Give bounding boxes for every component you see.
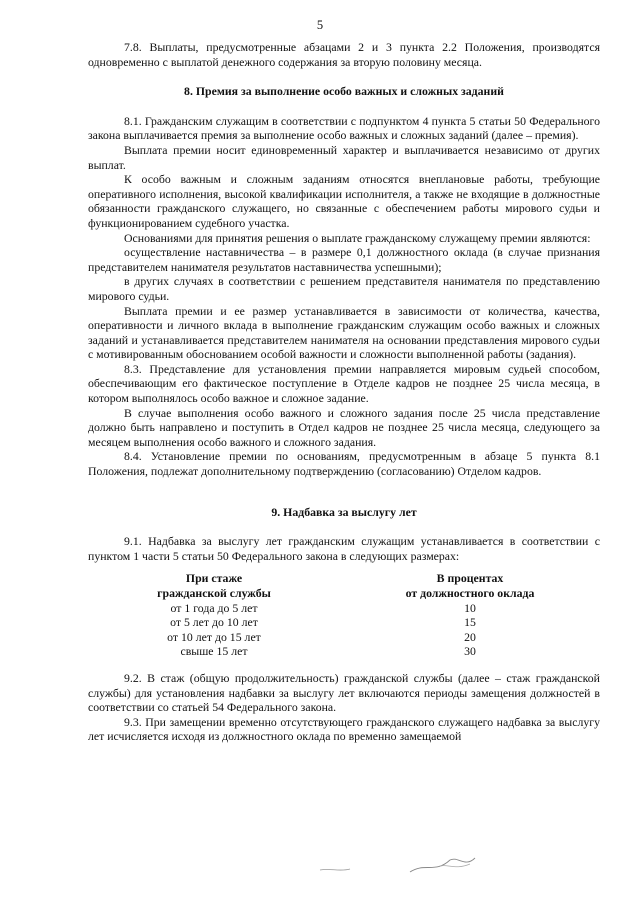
paragraph-9-1: 9.1. Надбавка за выслугу лет гражданским служащим устанавливается в соответствии с пунктом 1 части 5 статьи 50 Федерального закона в следующих размерах: [88,534,600,563]
col2-header-line: от должностного оклада [405,586,535,600]
scan-mark [300,848,500,878]
section-9-title: 9. Надбавка за выслугу лет [271,504,417,519]
paragraph: Выплата премии и ее размер устанавливается в зависимости от количества, качества, оперативности и личного вклада в выполнение гражданским служащим особо важных и сложных заданий и устанавливается представителем нанимателя на основании представления мирового судьи с мотивированным обоснованием особой важности и сложности выполненной работы (задания). [88,303,600,362]
paragraph: осуществление наставничества – в размере 0,1 должностного оклада (в случае признания представителем нанимателя результатов наставничества успешными); [88,245,600,274]
table-cell-percent: 30 [464,644,476,659]
paragraph-9-2: 9.2. В стаж (общую продолжительность) гражданской службы (далее – стаж гражданской службы) для установления надбавки за выслугу лет включаются периоды замещения должностей в соответствии со статьей 54 Федерального закона. [88,670,600,715]
table-cell-period: свыше 15 лет [180,644,248,659]
table-header-row [88,571,600,600]
paragraph: К особо важным и сложным заданиям относятся внеплановые работы, требующие оперативного исполнения, высокой квалификации исполнителя, а также не входящие в должностные обязанности гражданского служащего, но связанные с обеспечением работы мирового судьи и функционированием судебного участка. [88,172,600,230]
page-number: 5 [316,18,324,32]
table-cell-period: от 1 года до 5 лет [170,600,258,615]
table-header-cell [88,571,340,600]
table-cell-percent: 15 [464,615,476,630]
table-row [88,601,600,616]
paragraph: Основаниями для принятия решения о выплате гражданскому служащему премии являются: [124,230,591,245]
seniority-table [88,571,600,659]
table-cell-percent: 20 [464,629,476,644]
paragraph-8-4: 8.4. Установление премии по основаниям, предусмотренным в абзаце 5 пункта 8.1 Положения, подлежат дополнительному подтверждению (согласованию) Отделом кадров. [88,449,600,479]
col2-header-line: В процентах [436,571,504,586]
col1-header-line: При стаже [185,571,243,586]
table-row [88,615,600,630]
col1-header-line: гражданской службы [157,586,271,600]
table-cell-period: от 10 лет до 15 лет [167,629,261,644]
section-8-title: 8. Премия за выполнение особо важных и сложных заданий [184,84,504,99]
paragraph-8-1: 8.1. Гражданским служащим в соответствии с подпунктом 4 пункта 5 статьи 50 Федерального закона выплачивается премия за выполнение особо важных и сложных заданий (далее – премия). [88,113,600,143]
paragraph-9-3: 9.3. При замещении временно отсутствующего гражданского служащего надбавка за выслугу лет исчисляется исходя из должностного оклада по временно замещаемой [88,714,600,744]
table-cell-percent: 10 [464,600,476,615]
table-row [88,630,600,645]
paragraph: в других случаях в соответствии с решением представителя нанимателя по представлению мирового судьи. [88,274,600,303]
paragraph: Выплата премии носит единовременный характер и выплачивается независимо от других выплат. [88,142,600,172]
document-body [88,40,600,744]
paragraph-8-3: 8.3. Представление для установления премии направляется мировым судьей способом, обеспечивающим его фактическое поступление в Отделе кадров не позднее 25 числа месяца, в котором выполнялось особо важное и сложное задание. [88,361,600,406]
table-cell-period: от 5 лет до 10 лет [170,615,258,630]
paragraph: В случае выполнения особо важного и сложного задания после 25 числа представление должно быть направлено и поступить в Отдел кадров не позднее 25 числа месяца, следующего за месяцем выполнения особо важного и сложного задания. [88,405,600,449]
table-header-cell [340,571,600,600]
table-row [88,644,600,659]
paragraph-7-8: 7.8. Выплаты, предусмотренные абзацами 2 и 3 пункта 2.2 Положения, производятся одновременно с выплатой денежного содержания за вторую половину месяца. [88,40,600,69]
